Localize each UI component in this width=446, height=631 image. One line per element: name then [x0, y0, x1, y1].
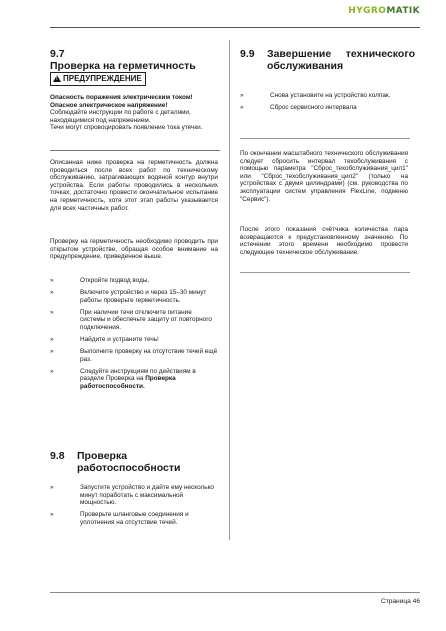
- maintenance-completion-steps: [240, 92, 408, 116]
- header-rule: [50, 27, 420, 28]
- list-item: » Проверьте шланговые соединения и уплотнения на отсутствие течей.: [50, 511, 189, 526]
- section-rule: [240, 138, 410, 139]
- section-heading-9-8: 9.8 Проверка работоспособности: [50, 450, 181, 474]
- function-test-steps: [50, 484, 218, 531]
- list-item: » Запустите устройство и дайте ему несколько минут поработать с максимальной мощностью.: [50, 484, 214, 507]
- list-item: » Снова установите на устройство колпак.: [240, 92, 391, 99]
- section-heading-9-9: 9.9 Завершение технического обслуживания: [240, 48, 415, 72]
- page-header: [0, 0, 446, 18]
- procedure-text: Проверку на герметичность необходимо проводить при открытом устройстве, обращая особое внимание на предупреждение, приведенное выше.: [50, 238, 218, 261]
- list-item: » Следуйте инструкциям по действиям в разделе Проверка на Проверка работоспособности.: [50, 367, 196, 391]
- list-item: » Найдите и устраните течь!: [50, 336, 159, 344]
- list-item: » Включите устройство и через 15–30 минут работы проверьте герметичность.: [50, 289, 207, 304]
- hygromatik-logo: HYGROMATIK: [348, 6, 420, 16]
- warning-triangle-icon: !: [53, 75, 61, 82]
- warning-box: ! ПРЕДУПРЕЖДЕНИЕ: [50, 72, 146, 86]
- reset-text: По окончании масштабного технического обслуживания следует сбросить интервал техобслуживания с помощью параметра "Сброс_техобслуживания_цил1" или "Сброс_техобслуживания_цил2" (только на устройствах с двумя цилиндрами) (см. руководства по эксплуатации систем управления FlexLine, подменю "Сервис").: [240, 150, 408, 203]
- warning-rule: [50, 150, 220, 151]
- list-item: » Сброс сервисного интервала: [240, 104, 357, 112]
- list-item: » Выполните проверку на отсутствие течей ещё раз.: [50, 348, 218, 363]
- list-item: » Откройте подвод воды.: [50, 277, 150, 284]
- danger-notice: Опасность поражения электрическим током! Опасное электрическое напряжение! Соблюдайте инструкции по работе с деталями, находящимися под напряжением. Течи могут спровоцировать появление тока утечки.: [50, 94, 203, 132]
- section-heading-9-7: 9.7Проверка на герметичность: [50, 48, 196, 72]
- intro-text: Описанная ниже проверка на герметичность должна проводиться после всех работ по техническому обслуживанию, затрагивающих водяной контур внутри устройства. Если работы проводились в нескольких точках, достаточно провести окончательное испытание на герметичность, хотя этот этап работы указывается для всех частичных работ.: [50, 159, 218, 212]
- column-divider: [229, 40, 230, 540]
- counter-text: После этого показания счётчика количества пара возвращаются к предустановленному значению. По истечении этого времени необходимо провести следующее техническое обслуживание.: [240, 226, 408, 256]
- leak-test-steps: [50, 277, 218, 395]
- page-number: Страница 46: [380, 598, 420, 605]
- footer-rule: [50, 592, 420, 593]
- section-end-rule: [240, 272, 410, 273]
- list-item: » При наличии течи отключите питание системы и обеспечьте защиту от повторного подключения.: [50, 308, 212, 331]
